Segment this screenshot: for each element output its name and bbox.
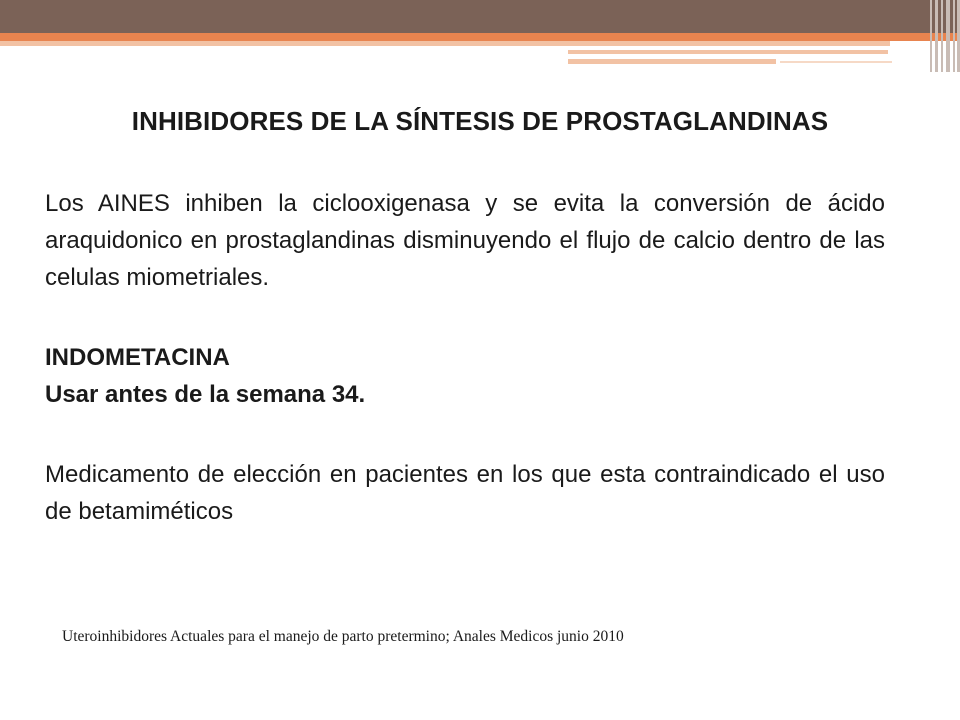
reference-citation: Uteroinhibidores Actuales para el manejo de parto pretermino; Anales Medicos junio 2010 bbox=[62, 628, 624, 645]
header-thin-line bbox=[780, 61, 892, 63]
header-orange-band bbox=[0, 33, 960, 41]
slide-title: INHIBIDORES DE LA SÍNTESIS DE PROSTAGLANDINAS bbox=[131, 106, 829, 136]
drug-heading: INDOMETACINA bbox=[45, 344, 230, 371]
header-vertical-stripes bbox=[928, 0, 960, 72]
header-peach-band bbox=[0, 41, 890, 46]
paragraph-indication: Medicamento de elección en pacientes en los que esta contraindicado el uso de betamiméticos bbox=[45, 461, 885, 525]
header-brown-band bbox=[0, 0, 960, 33]
header-peach-stripe-short bbox=[568, 50, 888, 54]
usage-note: Usar antes de la semana 34. bbox=[45, 381, 366, 408]
header-peach-stripe-shorter bbox=[568, 59, 776, 64]
paragraph-aines: Los AINES inhiben la ciclooxigenasa y se evita la conversión de ácido araquidonico en prostaglandinas disminuyendo el flujo de calcio dentro de las celulas miometriales. bbox=[45, 190, 885, 291]
